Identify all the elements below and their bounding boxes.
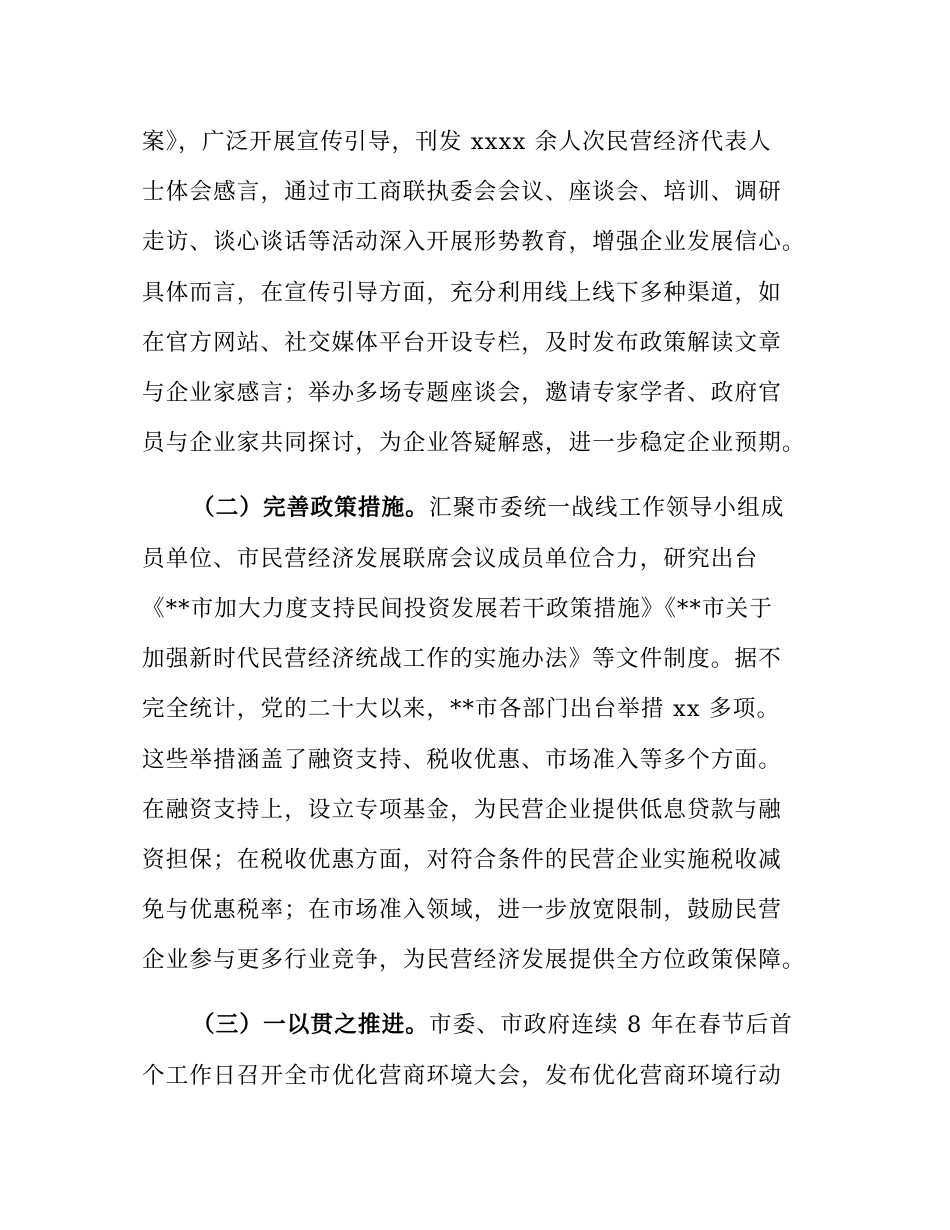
text-line: 在融资支持上，设立专项基金，为民营企业提供低息贷款与融 — [142, 797, 782, 823]
text-line: 员单位、市民营经济发展联席会议成员单位合力，研究出台 — [142, 546, 759, 572]
text-line: 这些举措涵盖了融资支持、税收优惠、市场准入等多个方面。 — [142, 747, 782, 773]
section-line — [192, 488, 785, 528]
text-line: 完全统计，党的二十大以来，**市各部门出台举措 xx 多项。 — [142, 696, 781, 722]
section-line — [192, 1005, 793, 1045]
section-text: 市委、市政府连续 8 年在春节后首 — [429, 1012, 794, 1038]
text-line: 员与企业家共同探讨，为企业答疑解惑，进一步稳定企业预期。 — [142, 430, 806, 456]
text-line: 资担保；在税收优惠方面，对符合条件的民营企业实施税收减 — [142, 847, 782, 873]
text-line: 加强新时代民营经济统战工作的实施办法》等文件制度。据不 — [142, 646, 782, 672]
section-heading: （二）完善政策措施。 — [192, 495, 430, 521]
text-line: 案》，广泛开展宣传引导，刊发 xxxx 余人次民营经济代表人 — [142, 129, 772, 155]
text-line: 个工作日召开全市优化营商环境大会，发布优化营商环境行动 — [142, 1063, 782, 1089]
text-line: 走访、谈心谈话等活动深入开展形势教育，增强企业发展信心。 — [142, 229, 806, 255]
text-line: 《**市加大力度支持民间投资发展若干政策措施》《**市关于 — [142, 596, 774, 622]
text-line: 具体而言，在宣传引导方面，充分利用线上线下多种渠道，如 — [142, 280, 782, 306]
text-line: 与企业家感言；举办多场专题座谈会，邀请专家学者、政府官 — [142, 380, 782, 406]
section-text: 汇聚市委统一战线工作领导小组成 — [429, 495, 785, 521]
text-line: 士体会感言，通过市工商联执委会会议、座谈会、培训、调研 — [142, 179, 782, 205]
text-line: 免与优惠税率；在市场准入领域，进一步放宽限制，鼓励民营 — [142, 897, 782, 923]
text-line: 企业参与更多行业竞争，为民营经济发展提供全方位政策保障。 — [142, 947, 806, 973]
text-line: 在官方网站、社交媒体平台开设专栏，及时发布政策解读文章 — [142, 330, 782, 356]
section-heading: （三）一以贯之推进。 — [192, 1012, 430, 1038]
